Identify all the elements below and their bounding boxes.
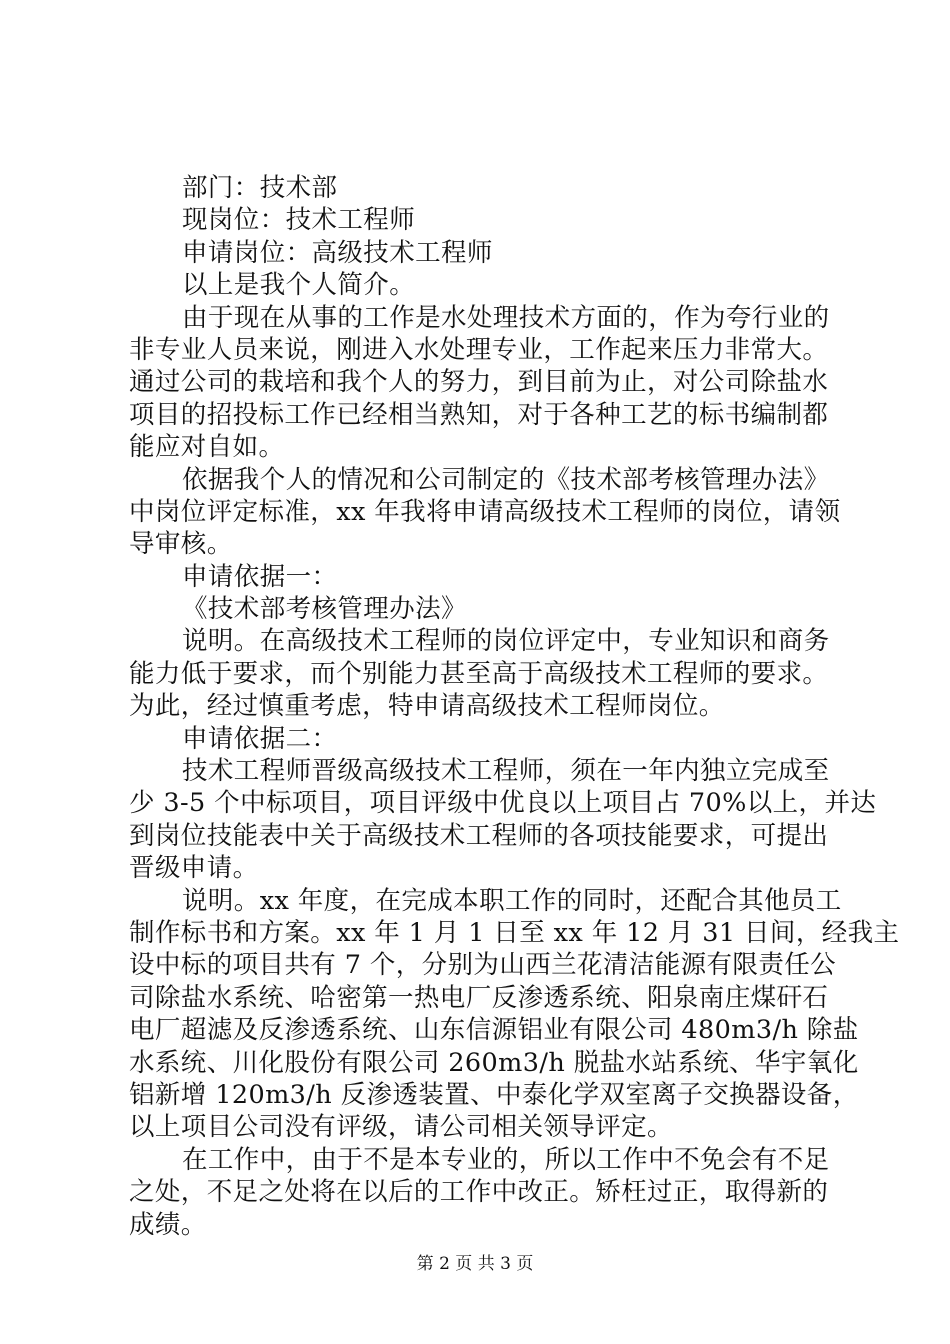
document-body (129, 172, 900, 1241)
text-line: 为此，经过慎重考虑，特申请高级技术工程师岗位。 (129, 691, 725, 722)
text-line: 技术工程师晋级高级技术工程师，须在一年内独立完成至 (182, 756, 830, 787)
text-line: 依据我个人的情况和公司制定的《技术部考核管理办法》 (182, 464, 830, 495)
text-line: 铝新增 120m3/h 反渗透装置、中泰化学双室离子交换器设备， (129, 1079, 859, 1110)
text-line: 在工作中，由于不是本专业的，所以工作中不免会有不足 (182, 1144, 830, 1175)
text-line: 能力低于要求，而个别能力甚至高于高级技术工程师的要求。 (129, 658, 829, 689)
text-line: 说明。在高级技术工程师的岗位评定中，专业知识和商务 (182, 626, 830, 657)
text-line: 由于现在从事的工作是水处理技术方面的，作为夸行业的 (182, 302, 830, 333)
text-line: 通过公司的栽培和我个人的努力，到目前为止，对公司除盐水 (129, 367, 829, 398)
text-line: 部门：技术部 (182, 173, 338, 203)
page-footer: 第 2 页 共 3 页 (416, 1254, 534, 1274)
text-line: 导审核。 (129, 529, 233, 560)
text-line: 非专业人员来说，刚进入水处理专业，工作起来压力非常大。 (129, 334, 829, 365)
text-line: 项目的招投标工作已经相当熟知，对于各种工艺的标书编制都 (129, 399, 829, 430)
text-line: 申请依据一： (182, 561, 338, 592)
text-line: 以上是我个人简介。 (182, 270, 416, 301)
text-line: 电厂超滤及反渗透系统、山东信源铝业有限公司 480m3/h 除盐 (129, 1015, 859, 1046)
text-line: 晋级申请。 (129, 853, 259, 884)
text-line: 少 3-5 个中标项目，项目评级中优良以上项目占 70%以上，并达 (129, 788, 877, 819)
text-line: 设中标的项目共有 7 个，分别为山西兰花清洁能源有限责任公 (129, 950, 837, 981)
text-line: 制作标书和方案。xx 年 1 月 1 日至 xx 年 12 月 31 日间，经我主 (129, 917, 900, 948)
text-line: 到岗位技能表中关于高级技术工程师的各项技能要求，可提出 (129, 820, 829, 851)
text-line: 《技术部考核管理办法》 (182, 594, 467, 625)
text-line: 成绩。 (129, 1209, 207, 1240)
text-line: 能应对自如。 (129, 432, 285, 463)
text-line: 之处，不足之处将在以后的工作中改正。矫枉过正，取得新的 (129, 1177, 829, 1208)
text-line: 中岗位评定标准，xx 年我将申请高级技术工程师的岗位，请领 (129, 496, 841, 527)
text-line: 现岗位：技术工程师 (182, 205, 416, 236)
text-line: 申请依据二： (182, 723, 338, 754)
text-line: 司除盐水系统、哈密第一热电厂反渗透系统、阳泉南庄煤矸石 (129, 982, 829, 1013)
text-line: 说明。xx 年度，在完成本职工作的同时，还配合其他员工 (182, 885, 842, 916)
text-line: 以上项目公司没有评级，请公司相关领导评定。 (129, 1112, 673, 1143)
text-line: 申请岗位：高级技术工程师 (182, 237, 493, 268)
text-line: 水系统、川化股份有限公司 260m3/h 脱盐水站系统、华宇氧化 (129, 1047, 859, 1078)
